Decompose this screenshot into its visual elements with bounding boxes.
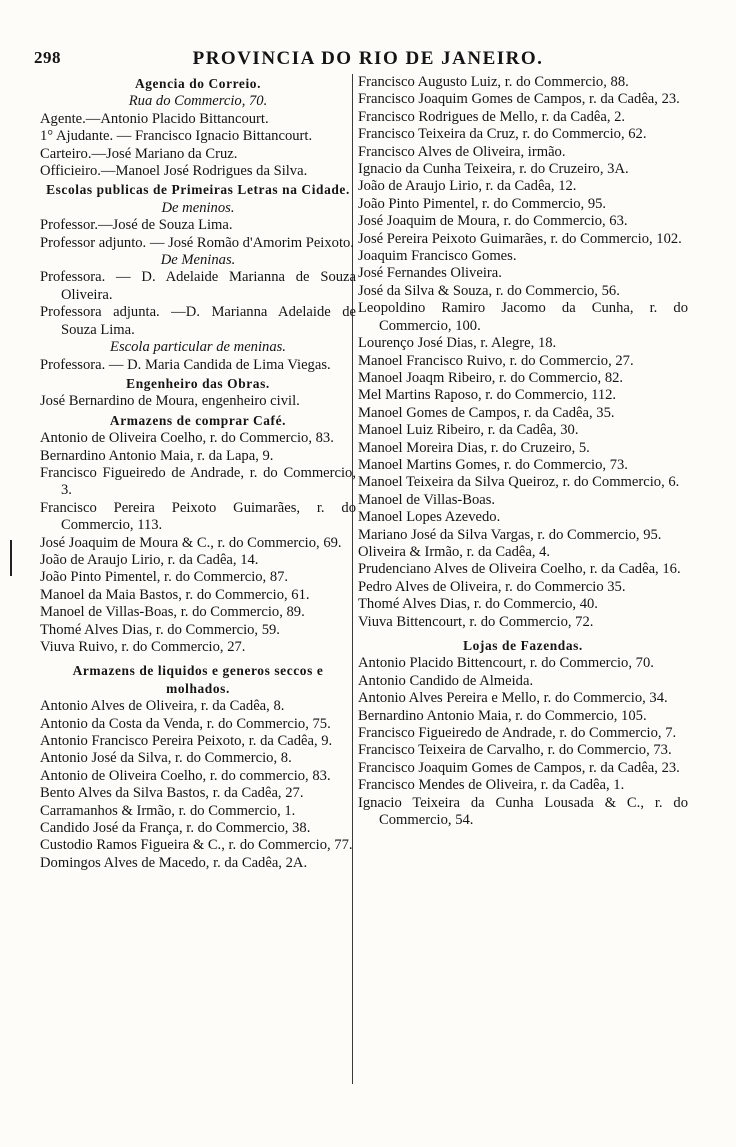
list-item: Antonio de Oliveira Coelho, r. do Commercio, 83. <box>40 430 334 447</box>
list-item: Manoel de Villas-Boas. <box>358 491 496 508</box>
list-item: Professora. — D. Adelaide Marianna de Souza Oliveira. <box>40 269 356 303</box>
list-item: Francisco Rodrigues de Mello, r. da Cadêa, 2. <box>358 108 626 125</box>
section-heading-fazendas: Lojas de Fazendas. <box>463 638 583 653</box>
left-column <box>40 74 356 872</box>
list-item: Mariano José da Silva Vargas, r. do Commercio, 95. <box>358 526 662 543</box>
correio-address: Rua do Commercio, 70. <box>128 93 268 110</box>
list-item: Oliveira & Irmão, r. da Cadêa, 4. <box>358 543 551 560</box>
page-number: 298 <box>34 48 61 67</box>
section-heading-correio: Agencia do Correio. <box>134 76 262 91</box>
list-item: Thomé Alves Dias, r. do Commercio, 59. <box>40 621 280 638</box>
list-item: Pedro Alves de Oliveira, r. do Commercio 35. <box>358 578 626 595</box>
list-item: Manoel Teixeira da Silva Queiroz, r. do Commercio, 6. <box>358 474 680 491</box>
list-item: Viuva Ruivo, r. do Commercio, 27. <box>40 639 246 655</box>
list-item: Francisco Teixeira de Carvalho, r. do Commercio, 73. <box>358 742 672 759</box>
list-item: Custodio Ramos Figueira & C., r. do Commercio, 77. <box>40 837 353 854</box>
list-item: Prudenciano Alves de Oliveira Coelho, r. da Cadêa, 16. <box>358 561 681 578</box>
list-item: João de Araujo Lirio, r. da Cadêa, 14. <box>40 551 259 568</box>
list-item: José da Silva & Souza, r. do Commercio, 56. <box>358 282 620 299</box>
subheading-meninos: De meninos. <box>161 199 235 216</box>
list-item: Professora. — D. Maria Candida de Lima Viegas. <box>40 356 331 373</box>
list-item: José Joaquim de Moura, r. do Commercio, 63. <box>358 213 628 230</box>
list-item: 1° Ajudante. — Francisco Ignacio Bittancourt. <box>40 128 313 145</box>
list-item: Domingos Alves de Macedo, r. da Cadêa, 2A. <box>40 854 308 871</box>
cafe-list <box>40 430 356 656</box>
list-item: Thomé Alves Dias, r. do Commercio, 40. <box>358 596 598 613</box>
list-item: João de Araujo Lirio, r. da Cadêa, 12. <box>358 178 577 195</box>
list-item: Manoel Moreira Dias, r. do Cruzeiro, 5. <box>358 439 590 456</box>
list-item: Francisco Pereira Peixoto Guimarães, r. do Commercio, 113. <box>40 499 356 534</box>
list-item: Officieiro.—Manoel José Rodrigues da Silva. <box>40 163 308 180</box>
liquidos-list <box>40 698 356 872</box>
list-item: Bernardino Antonio Maia, r. da Lapa, 9. <box>40 447 274 464</box>
list-item: Agente.—Antonio Placido Bittancourt. <box>40 110 269 127</box>
list-item: Francisco Figueiredo de Andrade, r. do Commercio, 7. <box>358 725 677 742</box>
list-item: Manoel Francisco Ruivo, r. do Commercio, 27. <box>358 352 634 369</box>
list-item: Francisco Teixeira da Cruz, r. do Commercio, 62. <box>358 126 647 143</box>
list-item: Manoel de Villas-Boas, r. do Commercio, 89. <box>40 604 305 621</box>
subheading-meninas: De Meninas. <box>160 252 236 269</box>
margin-mark <box>10 540 12 576</box>
list-item: Manoel Joaqm Ribeiro, r. do Commercio, 82. <box>358 369 624 386</box>
section-heading-liquidos: Armazens de liquidos e generos seccos e molhados. <box>72 663 324 696</box>
list-item: Francisco Alves de Oliveira, irmão. <box>358 143 566 160</box>
list-item: Manoel da Maia Bastos, r. do Commercio, 61. <box>40 586 310 603</box>
list-item: João Pinto Pimentel, r. do Commercio, 95. <box>358 195 607 212</box>
section-heading-cafe: Armazens de comprar Café. <box>109 412 287 428</box>
list-item: Professora adjunta. —D. Marianna Adelaide de Souza Lima. <box>40 304 356 338</box>
fazendas-list <box>358 655 688 829</box>
liquidos-continued-list <box>358 74 688 631</box>
list-item: Ignacio da Cunha Teixeira, r. do Cruzeiro, 3A. <box>358 161 629 178</box>
list-item: Manoel Gomes de Campos, r. da Cadêa, 35. <box>358 404 615 421</box>
list-item: Carteiro.—José Mariano da Cruz. <box>40 145 238 162</box>
list-item: Ignacio Teixeira da Cunha Lousada & C., r. do Commercio, 54. <box>358 794 688 829</box>
list-item: Antonio Francisco Pereira Peixoto, r. da Cadêa, 9. <box>40 733 333 750</box>
list-item: Mel Martins Raposo, r. do Commercio, 112. <box>358 387 617 404</box>
right-column <box>358 74 688 829</box>
list-item: João Pinto Pimentel, r. do Commercio, 87. <box>40 569 289 586</box>
list-item: José Joaquim de Moura & C., r. do Commercio, 69. <box>40 534 342 551</box>
list-item: Professor.—José de Souza Lima. <box>40 217 233 234</box>
list-item: Antonio Candido de Almeida. <box>358 672 534 689</box>
list-item: Antonio Alves Pereira e Mello, r. do Commercio, 34. <box>358 690 668 707</box>
list-item: Francisco Joaquim Gomes de Campos, r. da Cadêa, 23. <box>358 759 680 776</box>
list-item: Bento Alves da Silva Bastos, r. da Cadêa, 27. <box>40 785 304 802</box>
list-item: José Fernandes Oliveira. <box>358 265 502 282</box>
section-heading-escolas: Escolas publicas de Primeiras Letras na Cidade. <box>46 182 350 198</box>
list-item: Francisco Figueiredo de Andrade, r. do Commercio, 3. <box>40 464 356 499</box>
running-head: PROVINCIA DO RIO DE JANEIRO. <box>192 48 544 69</box>
list-item: Viuva Bittencourt, r. do Commercio, 72. <box>358 613 594 630</box>
list-item: Manoel Lopes Azevedo. <box>358 509 501 526</box>
list-item: Carramanhos & Irmão, r. do Commercio, 1. <box>40 802 296 819</box>
list-item: Lourenço José Dias, r. Alegre, 18. <box>358 335 557 352</box>
list-item: Antonio José da Silva, r. do Commercio, 8. <box>40 750 292 767</box>
subheading-particular: Escola particular de meninas. <box>110 339 286 356</box>
list-item: Professor adjunto. — José Romão d'Amorim Peixoto. <box>40 234 354 251</box>
list-item: Francisco Mendes de Oliveira, r. da Cadêa, 1. <box>358 777 625 794</box>
list-item: Manoel Martins Gomes, r. do Commercio, 73. <box>358 456 628 473</box>
list-item: Antonio Alves de Oliveira, r. da Cadêa, 8. <box>40 698 285 715</box>
section-heading-engenheiro: Engenheiro das Obras. <box>126 375 270 391</box>
list-item: Francisco Joaquim Gomes de Campos, r. da Cadêa, 23. <box>358 91 680 108</box>
list-item: Bernardino Antonio Maia, r. do Commercio, 105. <box>358 707 647 724</box>
list-item: Candido José da França, r. do Commercio, 38. <box>40 820 311 837</box>
list-item: Antonio de Oliveira Coelho, r. do commercio, 83. <box>40 767 331 784</box>
list-item: Joaquim Francisco Gomes. <box>358 248 517 265</box>
list-item: Leopoldino Ramiro Jacomo da Cunha, r. do Commercio, 100. <box>358 300 688 334</box>
list-item: Manoel Luiz Ribeiro, r. da Cadêa, 30. <box>358 422 579 439</box>
list-item: Antonio Placido Bittencourt, r. do Commercio, 70. <box>358 655 654 672</box>
list-item: Francisco Augusto Luiz, r. do Commercio, 88. <box>358 74 629 90</box>
list-item: José Pereira Peixoto Guimarães, r. do Commercio, 102. <box>358 230 682 247</box>
list-item: Antonio da Costa da Venda, r. do Commercio, 75. <box>40 715 331 732</box>
list-item: José Bernardino de Moura, engenheiro civil. <box>40 393 300 410</box>
